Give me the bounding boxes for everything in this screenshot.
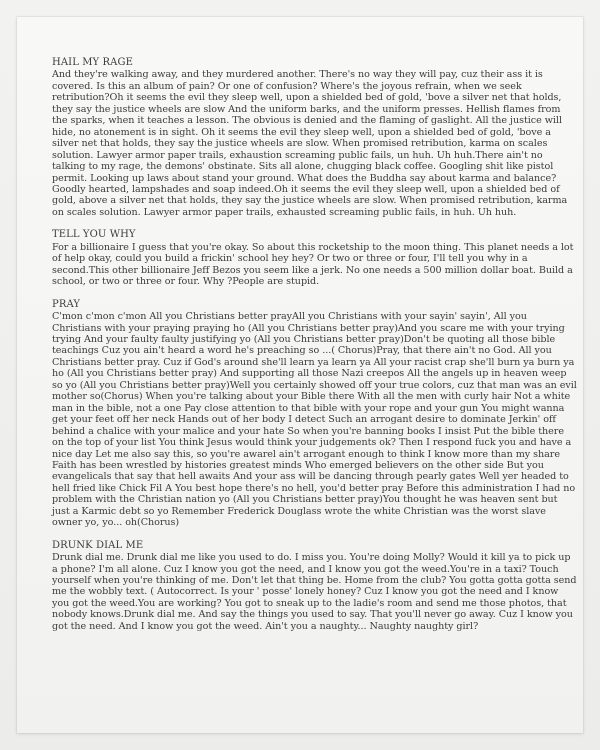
song-lyrics: Drunk dial me. Drunk dial me like you used to do. I miss you. You're doing Molly? Would it kill ya to pick up a phone? I'm all alone. Cuz I know you got the need, and I know you got the weed.You're in a taxi? Touch yourself when you're thinking of me. Don't let that thing be. Home from the club? You gotta gotta gotta send me the wobbly text. ( Autocorrect. Is your ' posse' lonely honey? Cuz I know you got the need and I know you got the weed.You are working? You got to sneak up to the ladie's room and send me those photos, that nobody knows.Drunk dial me. And say the things you used to say. That you'll never go away. Cuz I know you got the need. And I know you got the weed. Ain't you a naughty... Naughty naughty girl? bbox=[52, 552, 577, 632]
song-title: HAIL MY RAGE bbox=[52, 57, 133, 68]
song-lyrics: C'mon c'mon c'mon All you Christians better prayAll you Christians with your sayin' sayin', All you Christians with your praying praying ho (All you Christians better pray)And you scare me with your trying trying And your faulty faulty justifying yo (All you Christians better pray)Don't be quoting all those bible teachings Cuz you ain't heard a word he's preaching so ...( Chorus)Pray, that there ain't no God. All you Christians better pray. Cuz if God's around she'll learn ya learn ya All your racist crap she'll burn ya burn ya ho (All you Christians better pray) And supporting all those Nazi creepos All the angels up in heaven weep so yo (All you Christians better pray)Well you certainly showed off your true colors, cuz that man was an evil mother so(Chorus) When you're talking about your Bible there With all the men with curly hair Not a white man in the bible, not a one Pay close attention to that bible with your rope and your gun You might wanna get your feet off her neck Hands out of her body I detect Such an arrogant desire to dominate Jerkin' off behind a chalice with your malice and your hate So when you're banning books I insist Put the bible there on the top of your list You think Jesus would think your judgements ok? Then I respond fuck you and have a nice day Let me also say this, so you're awarel ain't arrogant enough to think I know more than my share Faith has been wrestled by histories greatest minds Who emerged believers on the other side But you evangelicals that say that hell awaits And your ass will be dancing through pearly gates Well yer headed to hell fried like Chick Fil A You best hope there's no hell, you'd better pray Before this administration I had no problem with the Christian nation yo (All you Christians better pray)You thought he was heaven sent but just a Karmic debt so yo Remember Frederick Douglass wrote the white Christian was the worst slave owner yo, yo... oh(Chorus) bbox=[52, 311, 577, 529]
song-lyrics: And they're walking away, and they murdered another. There's no way they will pay, cuz their ass it is covered. Is this an album of pain? Or one of confusion? Where's the joyous refrain, when we seek retribution?Oh it seems the evil they sleep well, upon a shielded bed of gold, 'bove a silver net that holds, they say the justice wheels are slow And the uniform barks, and the uniform presses. Hellish flames from the sparks, when it teaches a lesson. The obvious is denied and the flaming of gaslight. All the justice will hide, no atonement is in sight. Oh it seems the evil they sleep well, upon a shielded bed of gold, 'bove a silver net that holds, they say the justice wheels are slow. When promised retribution, karma on scales solution. Lawyer armor paper trails, exhaustion screaming public fails, un huh. Uh huh.There ain't no talking to my rage, the demons' obstinate. Sits all alone, chugging black coffee. Googling shit like pistol permit. Looking up laws about stand your ground. What does the Buddha say about karma and balance? Goodly hearted, lampshades and soap indeed.Oh it seems the evil they sleep well, upon a shielded bed of gold, above a silver net that holds, they say the justice wheels are slow. When promised retribution, karma on scales solution. Lawyer armor paper trails, exhausted screaming public fails, in huh. Uh huh. bbox=[52, 69, 568, 218]
lyrics-content bbox=[52, 57, 577, 643]
song-title: PRAY bbox=[52, 298, 81, 310]
song-title: DRUNK DIAL ME bbox=[52, 539, 144, 551]
song-title: TELL YOU WHY bbox=[52, 229, 136, 241]
lyrics-sheet bbox=[17, 17, 583, 733]
song-section-hail-my-rage bbox=[52, 57, 577, 218]
song-section-drunk-dial-me bbox=[52, 540, 577, 633]
song-section-pray bbox=[52, 299, 577, 529]
song-lyrics: For a billionaire I guess that you're okay. So about this rocketship to the moon thing. This planet needs a lot of help okay, could you build a frickin' school hey hey? Or two or three or four, I'll tell you why in a second.This other billionaire Jeff Bezos you seem like a jerk. No one needs a 500 million dollar boat. Build a school, or two or three or four. Why ?People are stupid. bbox=[52, 241, 574, 288]
song-section-tell-you-why bbox=[52, 229, 577, 287]
